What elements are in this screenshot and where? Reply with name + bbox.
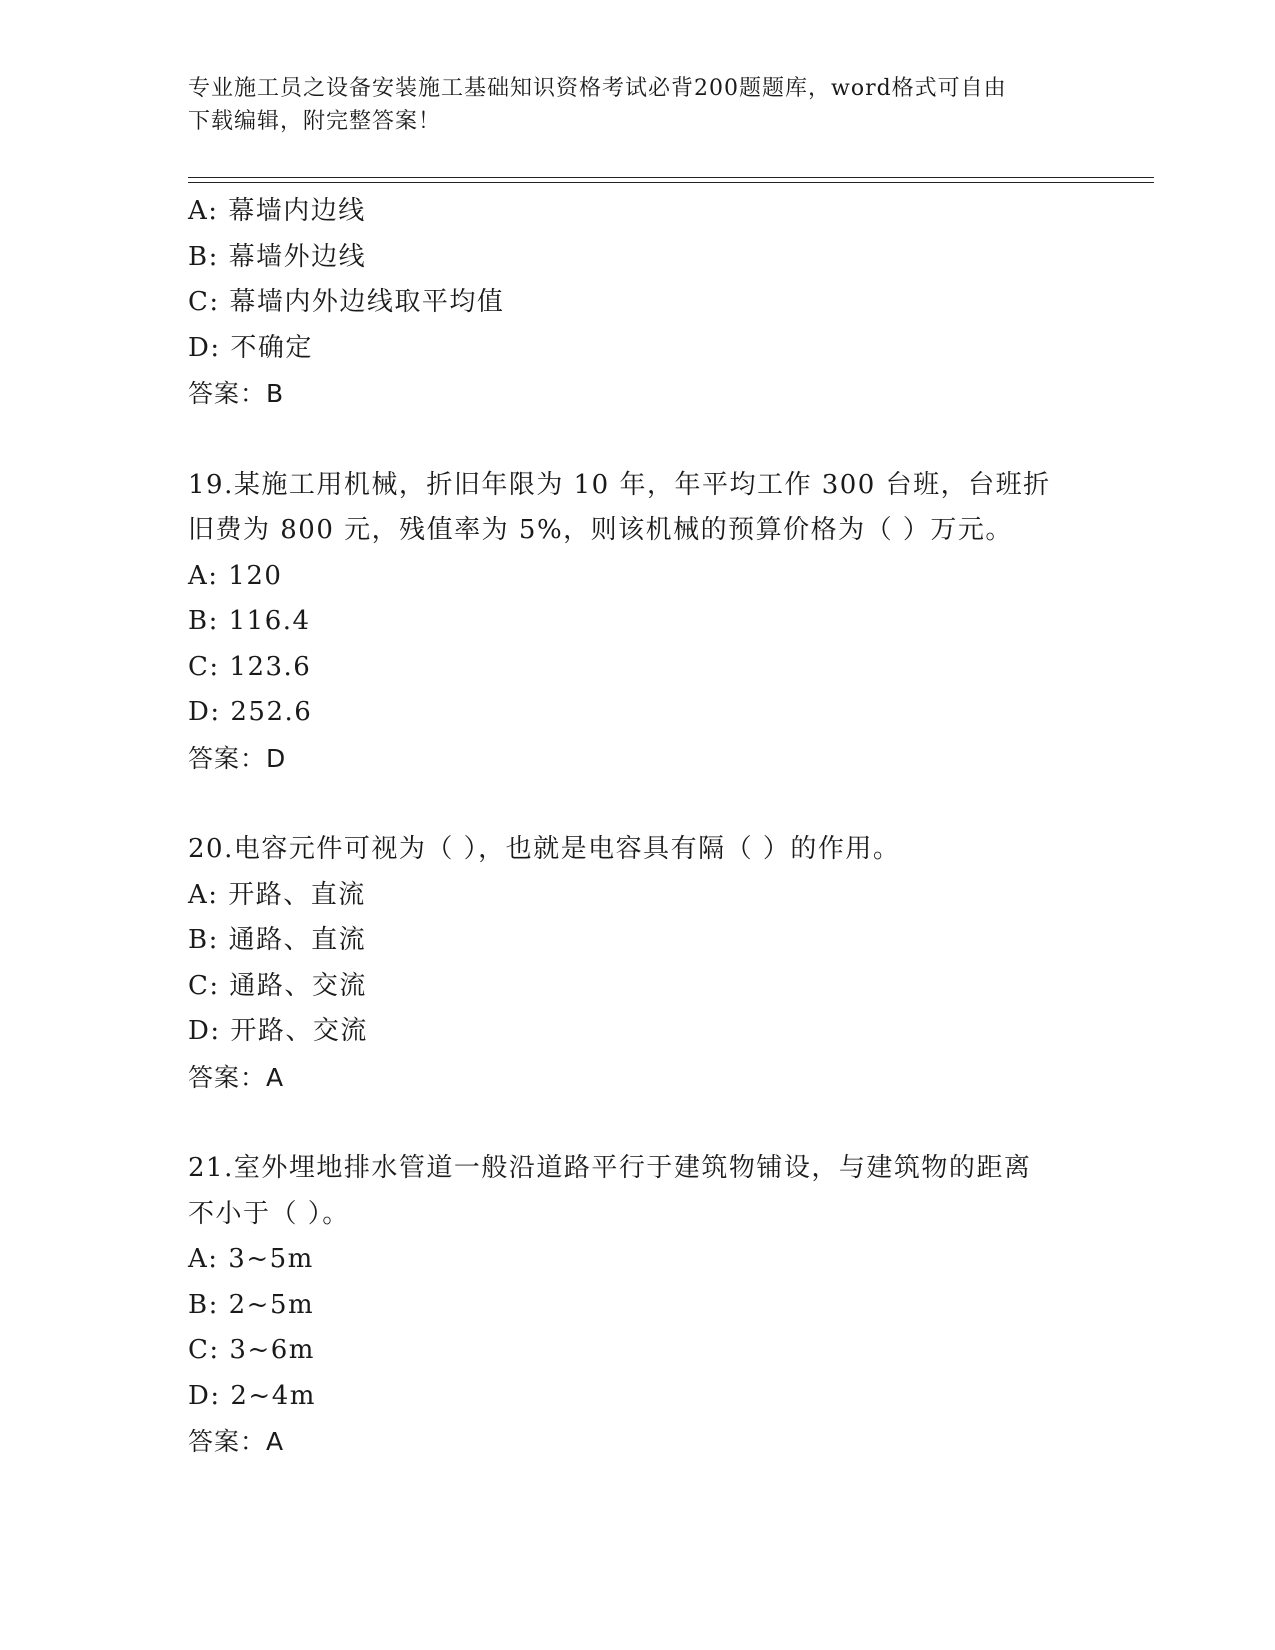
question-text-line-1: 19.某施工用机械，折旧年限为 10 年，年平均工作 300 台班，台班折 — [188, 469, 1051, 500]
option-a: A: 幕墙内边线 — [188, 196, 366, 226]
question-text-line-1: 20.电容元件可视为（ ），也就是电容具有隔（ ）的作用。 — [188, 834, 901, 864]
question-18 — [188, 189, 1088, 417]
header-line-1: 专业施工员之设备安装施工基础知识资格考试必背200题题库，word格式可自由 — [188, 76, 1007, 101]
answer-line: 答案：A — [188, 1427, 285, 1456]
option-c: C: 3~6m — [188, 1335, 315, 1365]
option-c: C: 通路、交流 — [188, 970, 367, 1001]
question-20 — [188, 827, 1088, 1100]
option-d: D: 252.6 — [188, 697, 313, 727]
option-d: D: 不确定 — [188, 332, 313, 363]
option-c: C: 幕墙内外边线取平均值 — [188, 287, 505, 317]
header-line-2: 下载编辑，附完整答案！ — [188, 109, 442, 134]
option-d: D: 2~4m — [188, 1380, 316, 1411]
option-a: A: 3~5m — [188, 1244, 314, 1274]
option-b: B: 幕墙外边线 — [188, 241, 367, 272]
option-b: B: 2~5m — [188, 1289, 315, 1320]
question-text-line-1: 21.室外埋地排水管道一般沿道路平行于建筑物铺设，与建筑物的距离 — [188, 1153, 1032, 1183]
answer-line: 答案：A — [188, 1062, 285, 1092]
question-text-line-2: 不小于（ ）。 — [188, 1198, 350, 1229]
answer-line: 答案：B — [188, 379, 285, 408]
option-a: A: 开路、直流 — [188, 879, 366, 910]
option-b: B: 通路、直流 — [188, 925, 367, 955]
header-divider-bottom — [188, 182, 1154, 183]
option-b: B: 116.4 — [188, 606, 311, 636]
question-text-line-2: 旧费为 800 元，残值率为 5%，则该机械的预算价格为（ ）万元。 — [188, 515, 1013, 545]
question-19 — [188, 463, 1088, 782]
option-d: D: 开路、交流 — [188, 1016, 368, 1046]
option-a: A: 120 — [188, 560, 283, 591]
question-list — [188, 189, 1088, 1465]
question-21 — [188, 1146, 1088, 1465]
document-header — [188, 72, 1088, 138]
header-divider-top — [188, 177, 1154, 178]
answer-line: 答案：D — [188, 743, 287, 773]
option-c: C: 123.6 — [188, 651, 312, 682]
